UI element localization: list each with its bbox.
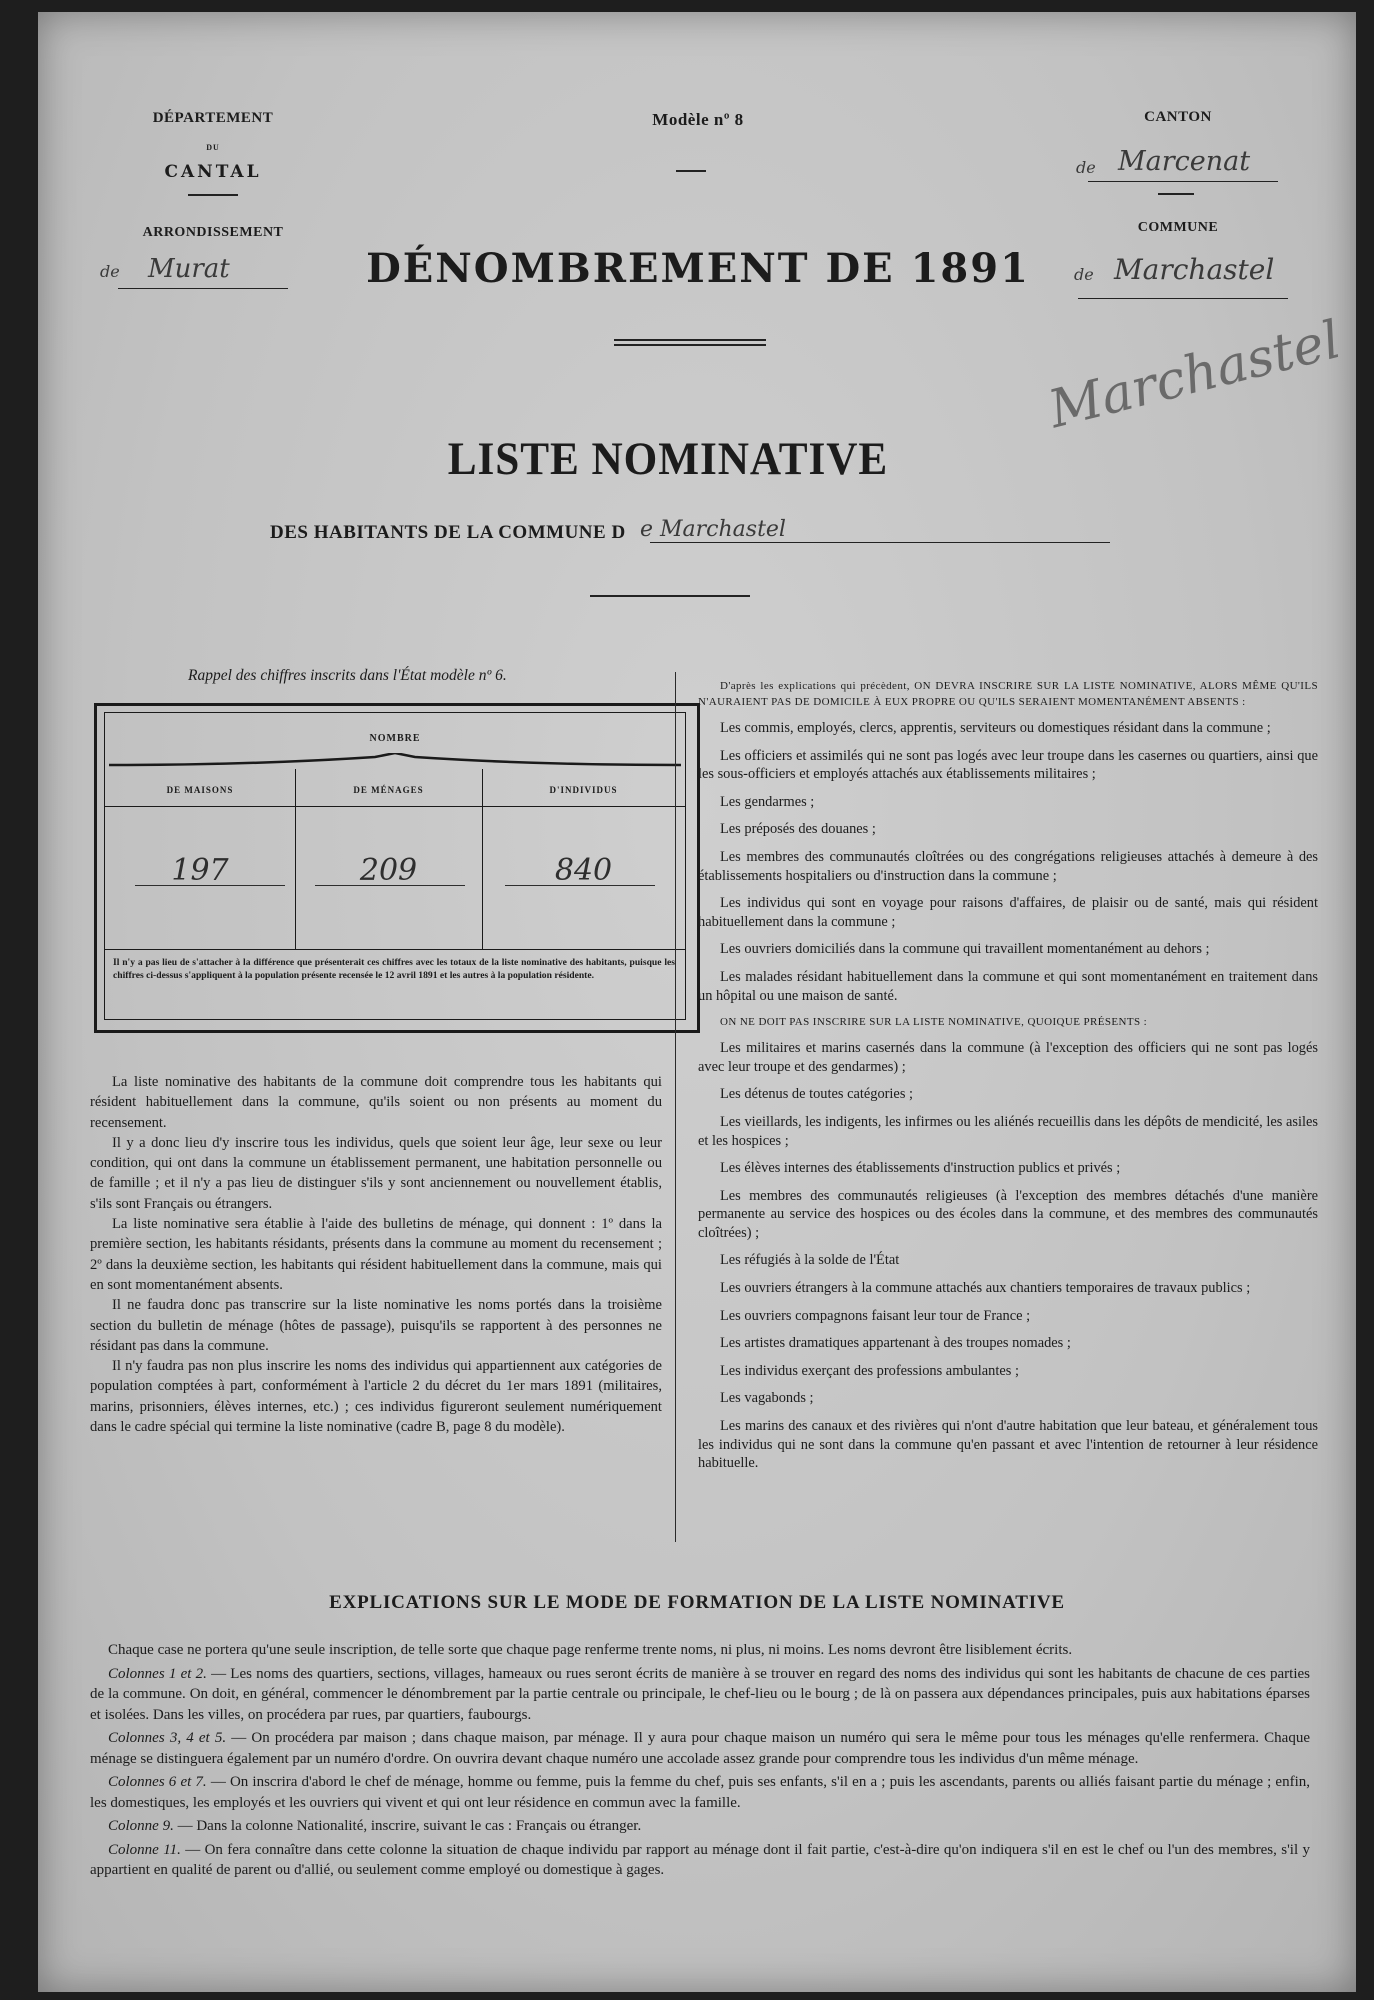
inscrire-item: Les commis, employés, clercs, apprentis, serviteurs ou domestiques résidant dans la commune ; [720,720,1271,736]
exclure-item: Les détenus de toutes catégories ; [720,1086,914,1103]
exclure-item: Les vieillards, les indigents, les infirmes ou les aliénés recueillis dans les dépôts de mendicité, les asiles et les hospices ; [698,1113,1318,1149]
underline [650,542,1110,543]
explication-paragraph [90,1772,1310,1813]
divider [676,170,706,172]
double-rule [614,339,766,341]
explications-title: EXPLICATIONS SUR LE MODE DE FORMATION DE LA LISTE NOMINATIVE [329,1592,1065,1613]
left-paragraph: Il ne faudra donc pas transcrire sur la liste nominative les noms portés dans la troisième section du bulletin de ménage (hôtes de passage), puisqu'ils se rapportent à des personnes ne résidant pas dans la commune. [90,1297,662,1354]
right-intro: D'après les explications qui précèdent, ON DEVRA INSCRIRE SUR LA LISTE NOMINATIVE, ALORS MÊME QU'ILS N'AURAIENT PAS DE DOMICILE À EUX PROPRE OU QU'ILS SERAIENT MOMENTANÉMENT ABSENTS : [698,680,1318,708]
body-rule [105,949,685,950]
main-title: DÉNOMBREMENT DE 1891 [366,245,1030,292]
explication-label: Colonnes 6 et 7. [108,1774,207,1790]
inscrire-item: Les malades résidant habituellement dans la commune et qui sont momentanément en traitement dans un hôpital ou une maison de santé. [698,968,1318,1004]
exclure-item: Les individus exerçant des professions ambulantes ; [720,1362,1019,1379]
value-underline [505,885,655,886]
underline [1078,298,1288,299]
explication-paragraph [90,1728,1310,1769]
arrondissement-prefix: de [100,262,120,281]
departement-label: DÉPARTEMENT [152,110,274,126]
value-maisons: 197 [171,853,229,888]
rappel-note: Il n'y a pas lieu de s'attacher à la différence que présenterait ces chiffres avec les totaux de la liste nominative des habitants, puisque les chiffres ci-dessus s'appliquent à la population présente recensée le 12 avril 1891 et les autres à la population résidente. [113,957,675,981]
underline [1088,181,1278,182]
explication-text: — Dans la colonne Nationalité, inscrire, suivant le cas : Français ou étranger. [173,1818,642,1834]
inscrire-item: Les ouvriers domiciliés dans la commune qui travaillent momentanément au dehors ; [720,941,1210,958]
liste-title: LISTE NOMINATIVE [447,433,889,485]
explications-body [90,1640,1310,1884]
column-separator [675,672,676,1542]
exclure-item: Les militaires et marins casernés dans la commune (à l'exception des officiers qui ne sont pas logés avec leur troupe et des gendarmes) ; [698,1040,1318,1075]
margin-annotation: Marchastel [1043,309,1347,441]
col-maisons: DE MAISONS [166,785,234,795]
canton-prefix: de [1076,158,1096,177]
value-underline [135,885,285,886]
explication-text: — On inscrira d'abord le chef de ménage, homme ou femme, puis la femme du chef, puis ses enfants, s'il en a ; puis les ascendants, parents ou alliés faisant partie du ménage ; enfin, les domestiques, les employés et les ouvriers qui vivent et qui ont leur résidence en commun avec la famille. [90,1774,1310,1811]
nombre-label: NOMBRE [369,733,421,744]
canton-label: CANTON [1144,109,1212,125]
liste-subtitle: DES HABITANTS DE LA COMMUNE D [270,522,626,543]
explication-label: Colonne 9. [108,1818,174,1834]
departement-value: CANTAL [164,162,262,182]
explication-label: Colonnes 1 et 2. [108,1665,207,1682]
explication-label: Colonne 11. [108,1841,181,1858]
col-individus: D'INDIVIDUS [549,785,618,795]
left-column [90,1072,662,1437]
explication-label: Colonnes 3, 4 et 5. [108,1730,227,1746]
explication-paragraph [90,1816,1310,1837]
explication-paragraph [90,1840,1310,1881]
explication-text: Chaque case ne portera qu'une seule inscription, de telle sorte que chaque page renferme trente noms, ni plus, ni moins. Les noms devront être lisiblement écrits. [108,1642,1073,1658]
left-paragraph: Il n'y faudra pas non plus inscrire les noms des individus qui appartiennent aux catégories de population comptées à part, conformément à l'article 2 du décret du 1er mars 1891 (militaires, marins, prisonniers, élèves internes, etc.) ; ces individus figureront seulement numériquement dans le cadre spécial qui termine la liste nominative (cadre B, page 8 du modèle). [90,1358,662,1436]
right-column [698,678,1318,1482]
value-individus: 840 [554,853,613,888]
divider [1158,193,1194,195]
brace-decoration [105,753,685,773]
double-rule [614,344,766,346]
value-underline [315,885,465,886]
inscrire-item: Les gendarmes ; [720,793,815,810]
exclure-item: Les artistes dramatiques appartenant à des troupes nomades ; [720,1335,1071,1352]
right-intro-2: ON NE DOIT PAS INSCRIRE SUR LA LISTE NOMINATIVE, QUOIQUE PRÉSENTS : [720,1016,1148,1029]
arrondissement-label: ARRONDISSEMENT [142,225,284,240]
explication-text: — Les noms des quartiers, sections, villages, hameaux ou rues seront écrits de manière à se trouver en regard des noms des individus qui sont les habitants de chacune de ces parties de la commune. On doit, en général, commencer le dénombrement par la partie centrale ou principale, le chef-lieu ou le bourg ; de là on passera aux dépendances principales, puis aux habitations éparses et isolées. Dans les villes, on procédera par rues, par quartiers, faubourgs. [90,1665,1310,1723]
exclure-item: Les élèves internes des établissements d'instruction publics et privés ; [720,1160,1121,1177]
header-rule [105,806,685,807]
canton-value: Marcenat [1118,146,1251,177]
divider [590,595,750,597]
left-paragraph: Il y a donc lieu d'y inscrire tous les individus, quels que soient leur âge, leur sexe ou leur condition, qui ont dans la commune un établissement permanent, une habitation personnelle ou de famille ; et il n'y a pas lieu de distinguer s'ils y sont anciennement ou nouvellement établis, s'ils sont Français ou étrangers. [90,1134,662,1212]
exclure-item: Les marins des canaux et des rivières qui n'ont d'autre habitation que leur bateau, et généralement tous les individus qui ne sont dans la commune qu'en passant et avec l'intention de retourner à leur résidence habituelle. [698,1418,1318,1472]
explication-text: — On fera connaître dans cette colonne la situation de chaque individu par rapport au ménage dont il fait partie, c'est-à-dire qu'on indiquera s'il en est le chef ou l'un des membres, s'il y appartient en qualité de parent ou d'allié, ou seulement comme employé ou domestique à gages. [90,1841,1310,1878]
explication-paragraph [90,1640,1310,1661]
exclure-item: Les vagabonds ; [720,1390,814,1407]
inscrire-item: Les individus qui sont en voyage pour raisons d'affaires, de plaisir ou de santé, mais qui résident habituellement dans la commune ; [698,895,1318,930]
commune-value: Marchastel [1114,253,1275,286]
du-label: DU [206,143,220,152]
left-paragraph: La liste nominative sera établie à l'aide des bulletins de ménage, qui donnent : 1º dans la première section, les habitants résidants, présents dans la commune au moment du recensement ; 2º dans la deuxième section, les habitants qui résident habituellement dans la commune, mais qui en sont momentanément absents. [90,1216,662,1293]
explication-text: — On procédera par maison ; dans chaque maison, par ménage. Il y aura pour chaque maison un numéro qui sera le même pour tous les ménages qu'elle renfermera. Chaque ménage se distinguera également par un numéro d'ordre. On ouvrira devant chaque numéro une accolade assez grande pour comprendre tous les individus d'un même ménage. [90,1730,1310,1767]
arrondissement-value: Murat [148,254,230,284]
modele-number: Modèle nº 8 [652,110,744,129]
underline [118,288,288,289]
census-page [38,12,1356,1992]
exclure-item: Les réfugiés à la solde de l'État [720,1252,900,1269]
exclure-item: Les ouvriers étrangers à la commune attachés aux chantiers temporaires de travaux publics ; [720,1280,1251,1297]
inscrire-item: Les membres des communautés cloîtrées ou des congrégations religieuses attachés à demeure à des établissements hospitaliers ou d'instruction dans la commune ; [698,848,1318,884]
rappel-caption: Rappel des chiffres inscrits dans l'État modèle nº 6. [188,667,507,684]
divider [188,194,238,196]
value-menages: 209 [359,853,418,888]
commune-label: COMMUNE [1137,220,1219,235]
exclure-item: Les ouvriers compagnons faisant leur tour de France ; [720,1307,1031,1324]
left-paragraph: La liste nominative des habitants de la commune doit comprendre tous les habitants qui résident habituellement dans la commune, qu'ils soient ou non présents au moment du recensement. [90,1074,662,1131]
liste-commune: e Marchastel [640,517,786,542]
col-menages: DE MÉNAGES [353,785,424,795]
commune-prefix: de [1074,265,1094,284]
inscrire-item: Les préposés des douanes ; [720,821,876,838]
exclure-item: Les membres des communautés religieuses (à l'exception des membres détachés d'une manière permanente au service des hospices ou des écoles dans la commune, et des membres des communautés cloîtrées) ; [698,1187,1318,1241]
explication-paragraph [90,1664,1310,1726]
inscrire-item: Les officiers et assimilés qui ne sont pas logés avec leur troupe dans les casernes ou quartiers, ainsi que les sous-officiers et employés attachés aux établissements militaires ; [698,747,1318,783]
rappel-inner [104,712,686,1020]
